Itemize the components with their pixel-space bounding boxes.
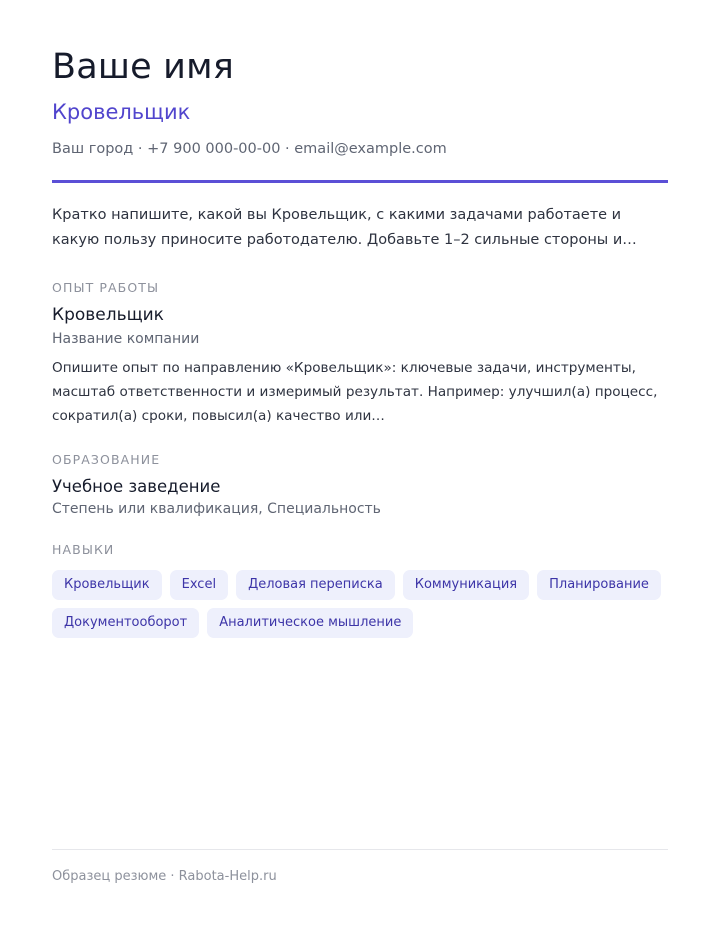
footer-text: Образец резюме · Rabota-Help.ru <box>52 869 277 884</box>
skills-section-title: НАВЫКИ <box>52 542 115 557</box>
summary-text: Кратко напишите, какой вы Кровельщик, с какими задачами работаете и какую пользу приносите работодателю. Добавьте 1–2 сильные стороны и… <box>52 207 637 248</box>
job-description: Опишите опыт по направлению «Кровельщик»: ключевые задачи, инструменты, масштаб ответственности и измеримый результат. Например: улучшил(а) процесс, сократил(а) сроки, повысил(а) качество или… <box>52 360 658 424</box>
candidate-role: Кровельщик <box>52 100 191 124</box>
skill-chip: Планирование <box>537 570 661 600</box>
experience-section-title: ОПЫТ РАБОТЫ <box>52 280 160 295</box>
header-divider <box>52 180 668 183</box>
footer-divider <box>52 849 668 850</box>
skill-chip: Деловая переписка <box>236 570 395 600</box>
job-company: Название компании <box>52 331 200 347</box>
skill-chip: Документооборот <box>52 608 199 638</box>
candidate-name: Ваше имя <box>52 47 234 87</box>
skill-chip: Коммуникация <box>403 570 529 600</box>
education-section-title: ОБРАЗОВАНИЕ <box>52 452 161 467</box>
skill-chip: Excel <box>170 570 228 600</box>
skills-list <box>52 570 668 638</box>
skill-chip: Аналитическое мышление <box>207 608 413 638</box>
education-institution: Учебное заведение <box>52 477 221 496</box>
contact-line: Ваш город · +7 900 000-00-00 · email@example.com <box>52 141 447 157</box>
skill-chip: Кровельщик <box>52 570 162 600</box>
job-title: Кровельщик <box>52 305 164 325</box>
education-degree: Степень или квалификация, Специальность <box>52 501 381 517</box>
